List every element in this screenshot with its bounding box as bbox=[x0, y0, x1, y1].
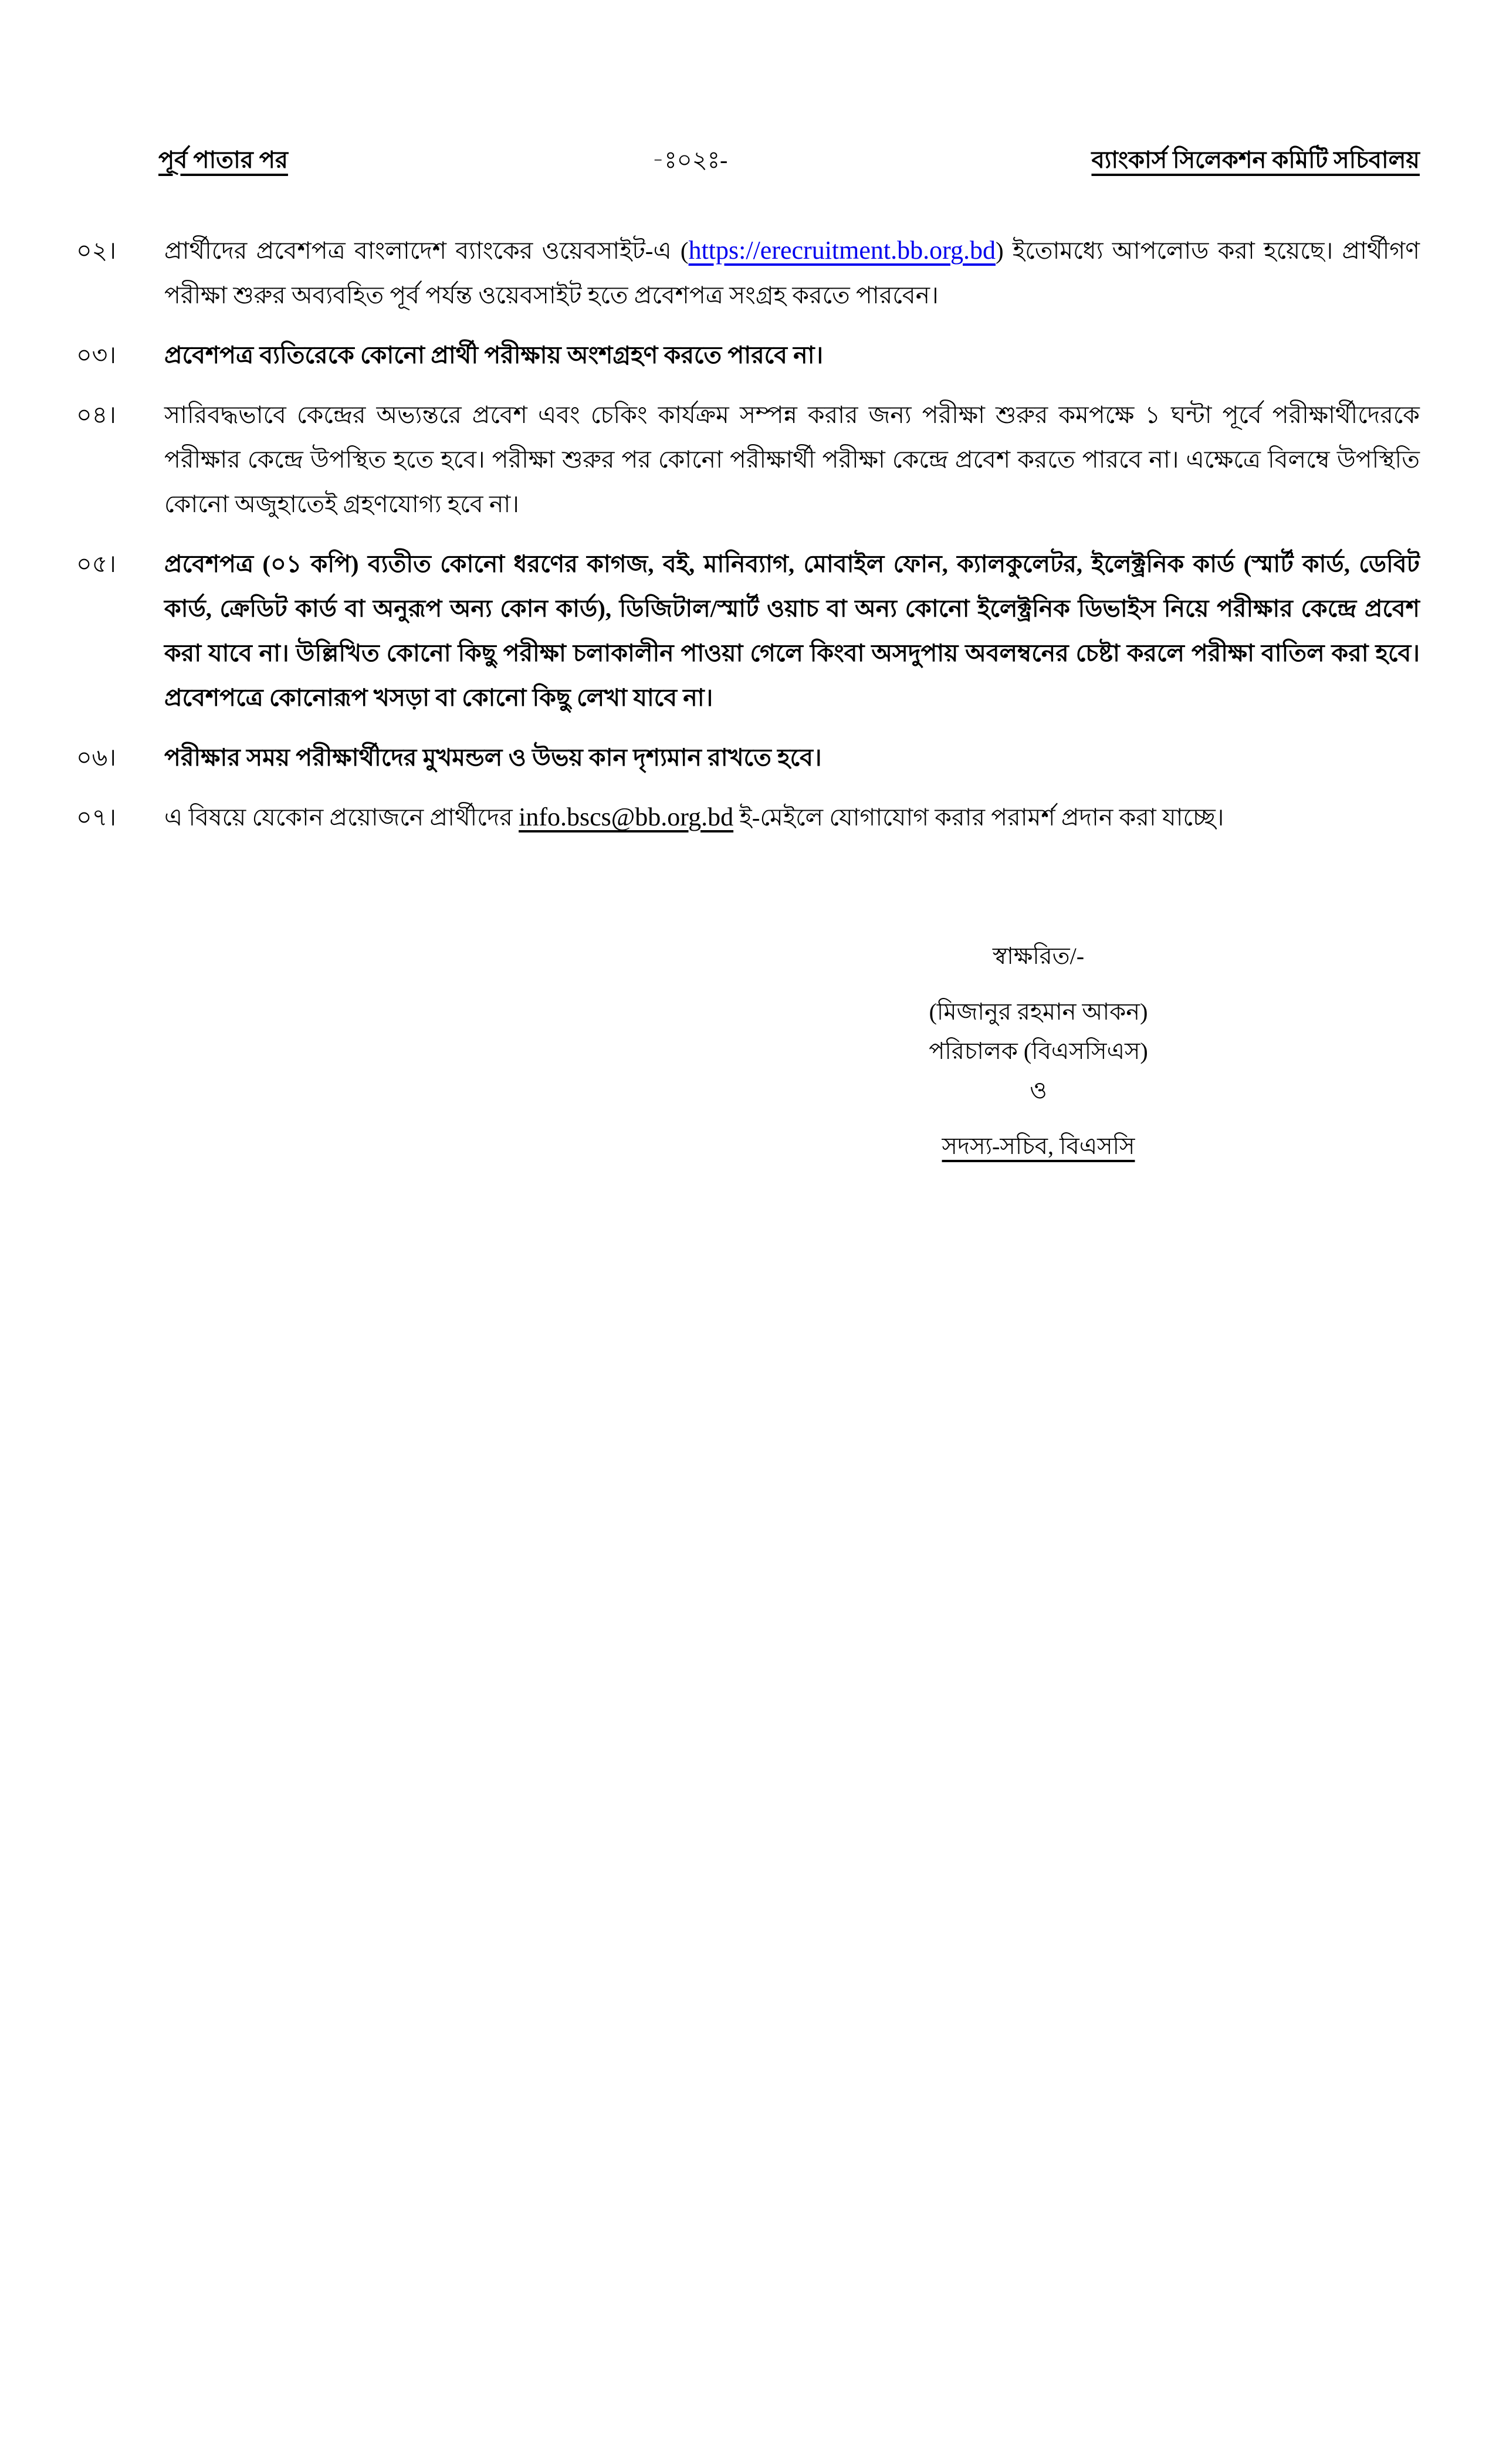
signatory-secondary-designation: সদস্য-সচিব, বিএসসি bbox=[942, 1133, 1135, 1159]
item-text: প্রবেশপত্র (০১ কপি) ব্যতীত কোনো ধরণের কাগজ, বই, মানিব্যাগ, মোবাইল ফোন, ক্যালকুলেটর, ইলেক্ট্রনিক কার্ড (স্মার্ট কার্ড, ডেবিট কার্ড, ক্রেডিট কার্ড বা অনুরূপ অন্য কোন কার্ড), ডিজিটাল/স্মার্ট ওয়াচ বা অন্য কোনো ইলেক্ট্রনিক ডিভাইস নিয়ে পরীক্ষার কেন্দ্রে প্রবেশ করা যাবে না। উল্লিখিত কোনো কিছু পরীক্ষা চলাকালীন পাওয়া গেলে কিংবা অসদুপায় অবলম্বনের চেষ্টা করলে পরীক্ষা বাতিল করা হবে। প্রবেশপত্রে কোনোরূপ খসড়া বা কোনো কিছু লেখা যাবে না। bbox=[164, 550, 1420, 711]
signature-and-label: ও bbox=[1030, 1077, 1047, 1104]
item-number: ০৪। bbox=[76, 401, 116, 428]
item-text: সারিবদ্ধভাবে কেন্দ্রের অভ্যন্তরে প্রবেশ এবং চেকিং কার্যক্রম সম্পন্ন করার জন্য পরীক্ষা শুরুর কমপক্ষে ১ ঘন্টা পূর্বে পরীক্ষার্থীদেরকে পরীক্ষার কেন্দ্রে উপস্থিত হতে হবে। পরীক্ষা শুরুর পর কোনো পরীক্ষার্থী পরীক্ষা কেন্দ্রে প্রবেশ করতে পারবে না। এক্ষেত্রে বিলম্বে উপস্থিতি কোনো অজুহাতেই গ্রহণযোগ্য হবে না। bbox=[164, 401, 1420, 517]
instruction-list bbox=[76, 228, 1420, 840]
list-item-04 bbox=[76, 392, 1420, 526]
item-number: ০২। bbox=[76, 237, 116, 264]
item-text-before-email: এ বিষয়ে যেকোন প্রয়োজনে প্রার্থীদের bbox=[164, 804, 519, 831]
item-text: প্রবেশপত্র ব্যতিরেকে কোনো প্রার্থী পরীক্ষায় অংশগ্রহণ করতে পারবে না। bbox=[164, 341, 824, 368]
page-header bbox=[76, 144, 1420, 177]
item-text: পরীক্ষার সময় পরীক্ষার্থীদের মুখমন্ডল ও উভয় কান দৃশ্যমান রাখতে হবে। bbox=[164, 744, 822, 771]
signatory-name: (মিজানুর রহমান আকন) bbox=[929, 999, 1148, 1025]
list-item-02 bbox=[76, 228, 1420, 317]
signed-label: স্বাক্ষরিত/- bbox=[992, 943, 1085, 969]
contact-email-link[interactable]: info.bscs@bb.org.bd bbox=[519, 803, 734, 831]
item-text bbox=[164, 795, 1420, 840]
list-item-07 bbox=[76, 795, 1420, 840]
header-organization-title: ব্যাংকার্স সিলেকশন কমিটি সচিবালয় bbox=[1091, 147, 1420, 173]
list-item-05 bbox=[76, 541, 1420, 720]
item-text-after-email: ই-মেইলে যোগাযোগ করার পরামর্শ প্রদান করা যাচ্ছে। bbox=[733, 804, 1224, 831]
signatory-designation: পরিচালক (বিএসসিএস) bbox=[929, 1038, 1148, 1064]
item-number: ০৭। bbox=[76, 804, 116, 831]
signature-block bbox=[833, 936, 1244, 1166]
list-item-03 bbox=[76, 333, 1420, 377]
header-continuation-label: পূর্ব পাতার পর bbox=[158, 147, 288, 173]
item-text-before-link: প্রার্থীদের প্রবেশপত্র বাংলাদেশ ব্যাংকের ওয়েবসাইট-এ ( bbox=[164, 237, 689, 264]
item-text bbox=[164, 228, 1420, 317]
item-number: ০৩। bbox=[76, 341, 116, 368]
page-number: -ঃ০২ঃ- bbox=[652, 147, 728, 173]
erecruitment-website-link[interactable]: https://erecruitment.bb.org.bd bbox=[688, 236, 996, 265]
item-number: ০৫। bbox=[76, 550, 116, 577]
item-text-after-link: ) ইতোমধ্যে আপলোড করা হয়েছে। প্রার্থীগণ পরীক্ষা শুরুর অব্যবহিত পূর্ব পর্যন্ত ওয়েবসাইট হতে প্রবেশপত্র সংগ্রহ করতে পারবেন। bbox=[164, 237, 1420, 309]
item-number: ০৬। bbox=[76, 744, 116, 771]
list-item-06 bbox=[76, 735, 1420, 780]
